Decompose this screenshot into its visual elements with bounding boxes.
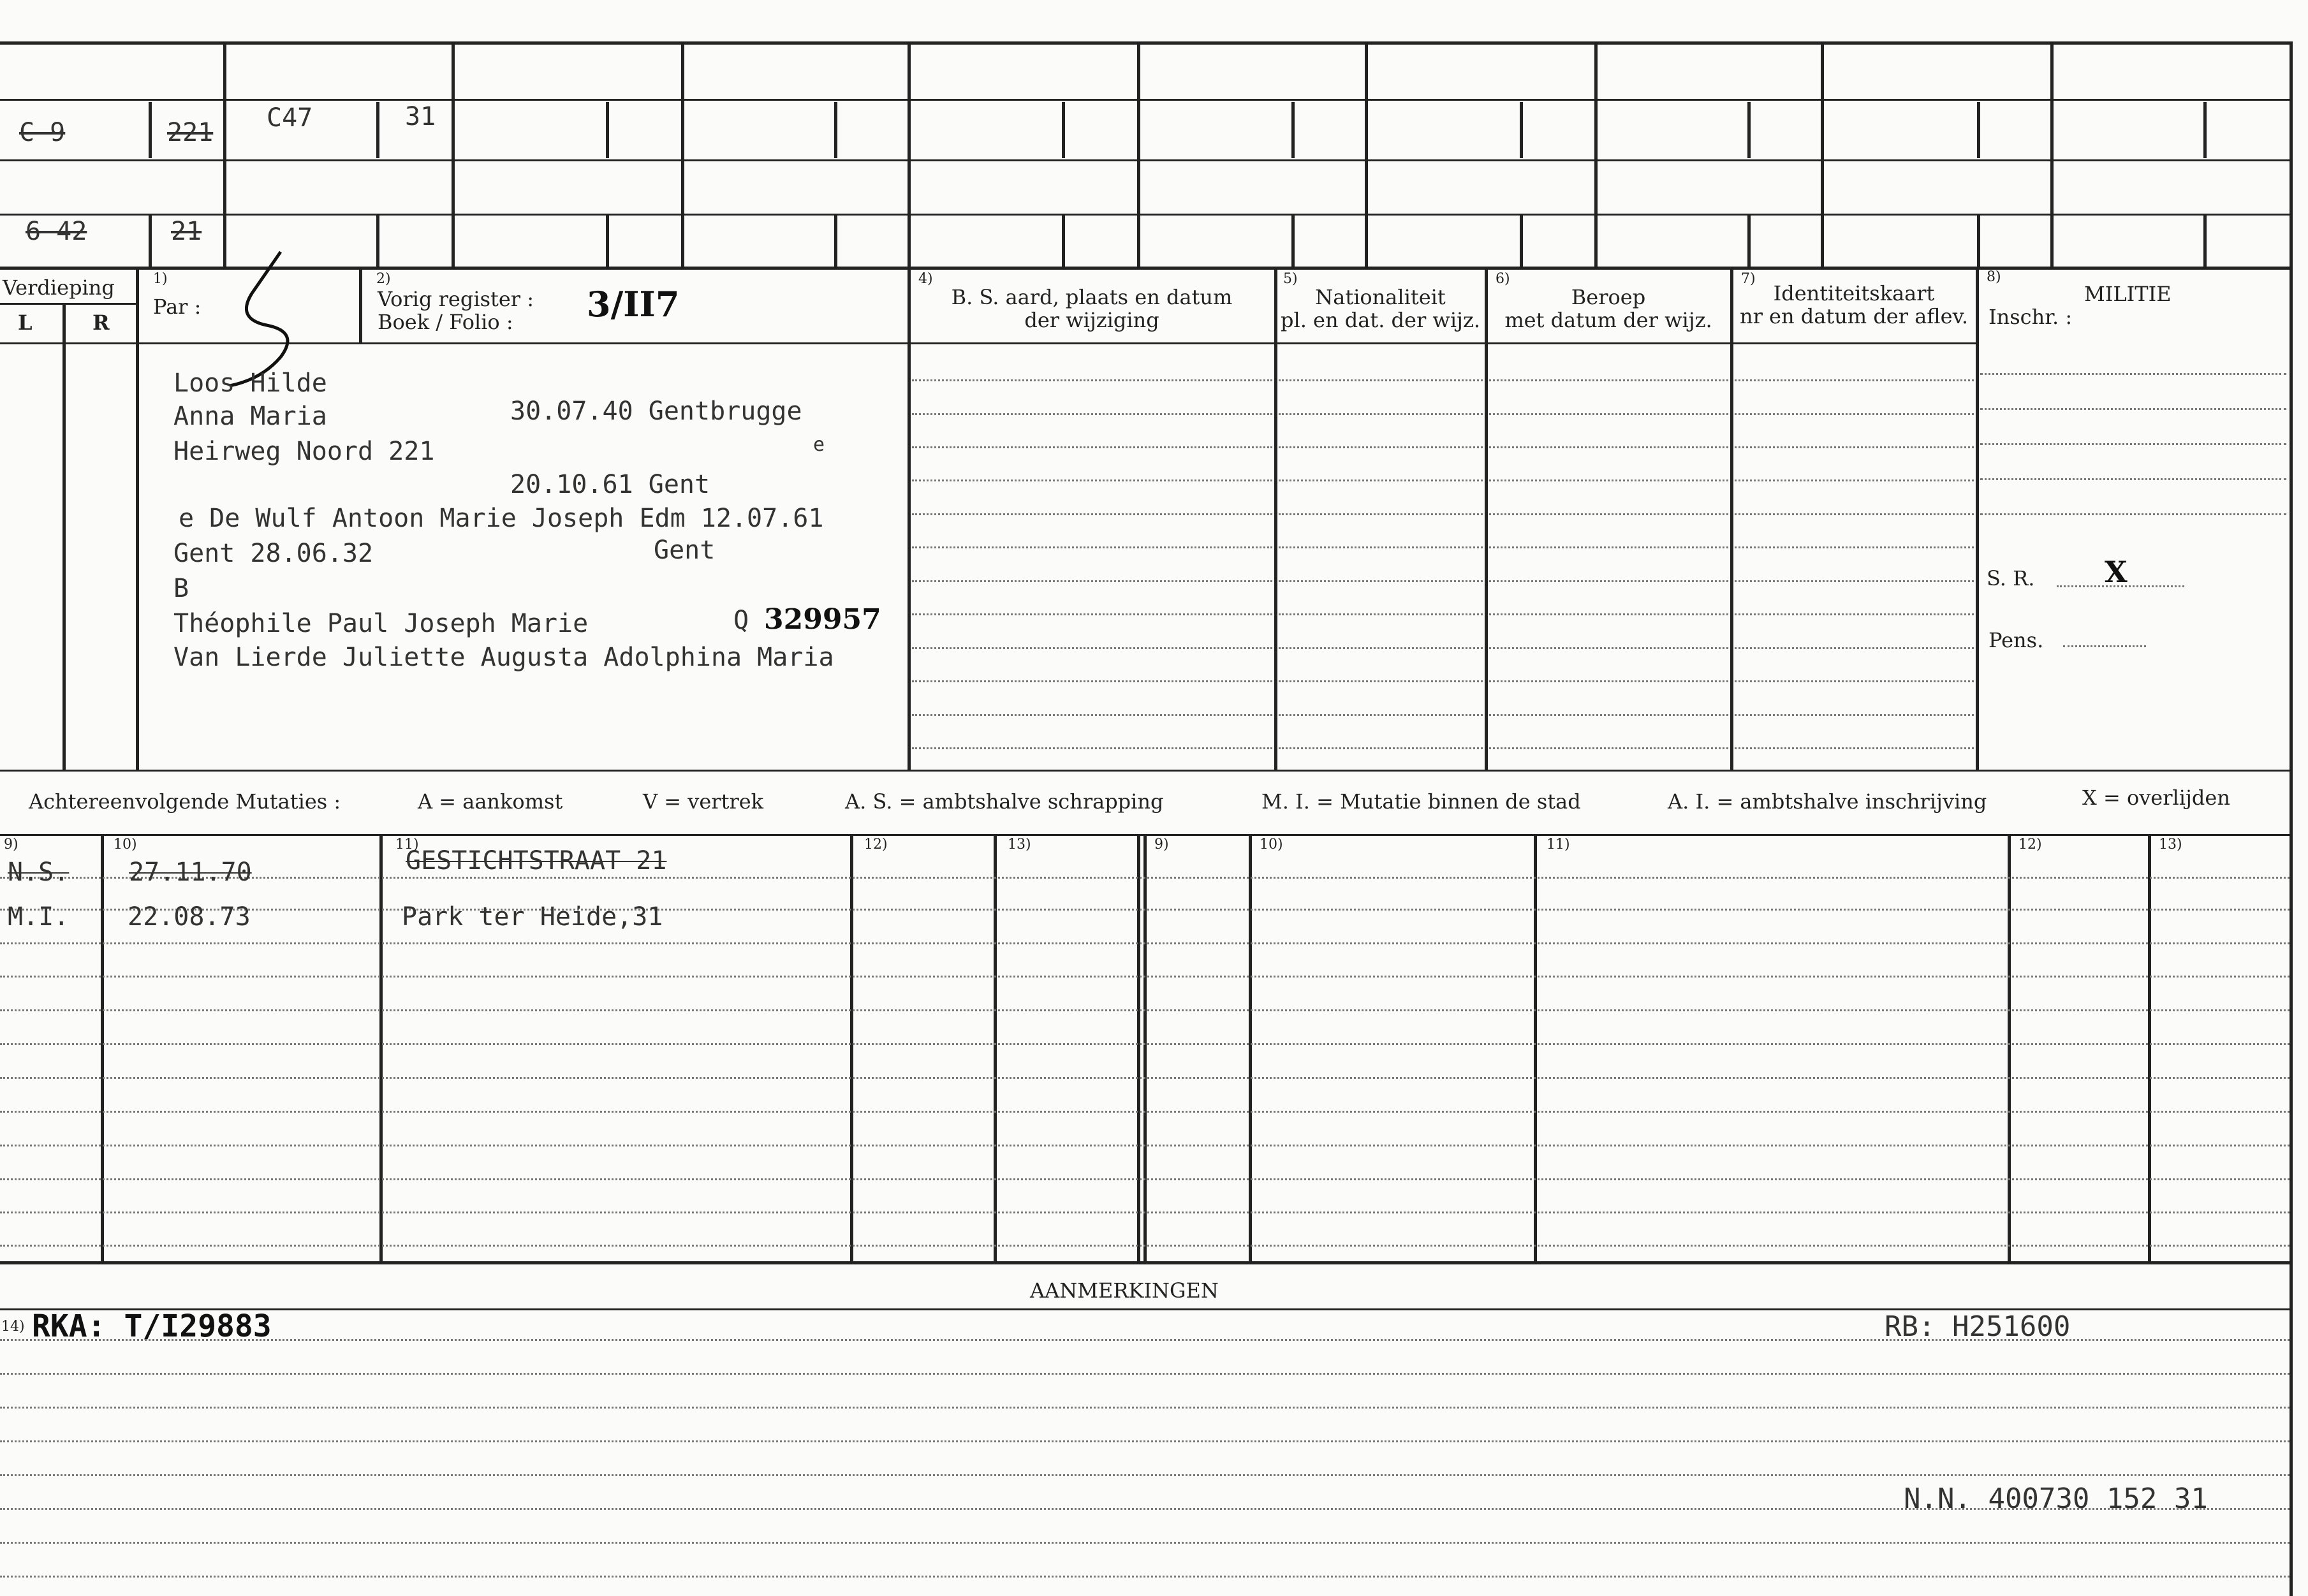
mut-vline <box>1143 835 1147 1263</box>
sr-value: X <box>2105 555 2128 589</box>
col7-number: 7) <box>1741 271 1756 287</box>
grid-subline <box>1062 102 1065 158</box>
mut-vline <box>2148 835 2151 1263</box>
grid-subline <box>1291 216 1295 267</box>
mut-col-9b: 9) <box>1154 837 1169 853</box>
vline-col8 <box>1976 268 1979 770</box>
grid-subline <box>1291 102 1295 158</box>
top-grid-line-3 <box>0 159 2293 161</box>
old-house-number-2: 21 <box>171 217 202 246</box>
mutation-date: 22.08.73 <box>128 902 251 932</box>
top-grid-line-2 <box>0 99 2293 101</box>
mutation-address: Park ter Heide,31 <box>402 902 663 932</box>
identiteitskaart-label: Identiteitskaart nr en datum der aflev. <box>1739 281 1969 328</box>
mut-col-12: 12) <box>864 837 888 853</box>
grid-subline <box>1520 216 1523 267</box>
legend-ambtshalve-inschrijving: A. I. = ambtshalve inschrijving <box>1668 789 1987 814</box>
person-code: 329957 <box>764 603 881 636</box>
l-label: L <box>18 311 33 335</box>
old-house-number: 221 <box>167 118 214 147</box>
col2-number: 2) <box>376 271 391 287</box>
mut-vline <box>101 835 104 1263</box>
mut-vline <box>1137 835 1140 1263</box>
grid-vline <box>1594 41 1598 268</box>
grid-subline <box>149 102 152 158</box>
grid-subline <box>149 216 152 267</box>
grid-subline <box>376 102 379 158</box>
mut-col-10b: 10) <box>1260 837 1283 853</box>
person-marker-b: B <box>173 574 189 603</box>
mut-vline <box>1249 835 1252 1263</box>
legend-mutatie-stad: M. I. = Mutatie binnen de stad <box>1261 789 1581 814</box>
col8-number: 8) <box>1987 269 2001 285</box>
grid-vline <box>452 41 455 268</box>
grid-subline <box>606 102 609 158</box>
pens-dots <box>2063 645 2146 647</box>
boek-folio-label: Boek / Folio : <box>378 310 513 334</box>
grid-subline <box>1977 216 1980 267</box>
mutation-address: GESTICHTSTRAAT 21 <box>406 846 667 875</box>
vline-lr <box>62 305 66 770</box>
legend-overlijden: X = overlijden <box>2082 786 2230 810</box>
mut-col-13b: 13) <box>2159 837 2182 853</box>
verdieping-label: Verdieping <box>3 275 115 300</box>
vline-col6 <box>1485 268 1488 770</box>
legend-ambtshalve-schrapping: A. S. = ambtshalve schrapping <box>845 789 1164 814</box>
grid-subline <box>1520 102 1523 158</box>
bs-label: B. S. aard, plaats en datum der wijziging <box>951 285 1233 332</box>
mut-col-11b: 11) <box>1547 837 1570 853</box>
col1-number: 1) <box>153 271 168 287</box>
grid-vline <box>1365 41 1368 268</box>
grid-subline <box>1747 216 1751 267</box>
par-label: Par : <box>153 295 202 319</box>
mut-vline <box>2008 835 2011 1263</box>
mut-col-12b: 12) <box>2018 837 2042 853</box>
mut-col-9: 9) <box>4 837 18 853</box>
person-middle-names: Anna Maria <box>173 402 327 431</box>
grid-subline <box>834 102 837 158</box>
person-marriage-date: 20.10.61 Gent <box>510 470 710 499</box>
vorig-register-label: Vorig register : <box>378 287 534 311</box>
col4-number: 4) <box>918 271 933 287</box>
vline-col5 <box>1274 268 1277 770</box>
vline-col4 <box>908 268 911 770</box>
grid-vline <box>2290 41 2293 1596</box>
rka-reference: RKA: T/I29883 <box>32 1308 272 1344</box>
person-spouse-birth: Gent 28.06.32 <box>173 539 374 568</box>
person-mother-names: Van Lierde Juliette Augusta Adolphina Maria <box>173 643 834 672</box>
grid-vline <box>1137 41 1140 268</box>
nationaliteit-label: Nationaliteit pl. en dat. der wijz. <box>1280 285 1480 332</box>
person-father-names: Théophile Paul Joseph Marie <box>173 609 589 638</box>
pens-label: Pens. <box>1988 628 2044 652</box>
col5-number: 5) <box>1283 271 1298 287</box>
par-scribble <box>191 249 319 389</box>
mut-vline <box>850 835 853 1263</box>
section1-bottom-line <box>0 770 2293 772</box>
grid-subline <box>1062 216 1065 267</box>
person-spouse: e De Wulf Antoon Marie Joseph Edm 12.07.61 <box>179 504 824 533</box>
vorig-register-value: 3/II7 <box>587 284 680 325</box>
mutation-code: M.I. <box>8 902 70 932</box>
house-number: 31 <box>405 102 436 131</box>
grid-vline <box>223 41 226 268</box>
legend-aankomst: A = aankomst <box>418 789 563 814</box>
mut-vline <box>379 835 383 1263</box>
grid-vline <box>1821 41 1824 268</box>
person-address: Heirweg Noord 221 <box>173 437 435 466</box>
grid-vline <box>681 41 684 268</box>
remarks-title: AANMERKINGEN <box>1030 1278 1219 1303</box>
person-address-note: e <box>813 434 825 456</box>
legend-title: Achtereenvolgende Mutaties : <box>29 789 341 814</box>
old-wijk-code-2: 6 42 <box>26 217 87 246</box>
mutation-code: N.S. <box>8 858 70 887</box>
section-divider-line <box>0 267 2293 270</box>
mutation-date: 27.11.70 <box>129 858 252 887</box>
grid-subline <box>2203 102 2207 158</box>
militie-label: MILITIE <box>2084 282 2172 306</box>
person-surname-firstname: Loos Hilde <box>173 369 327 398</box>
remarks-number: 14) <box>1 1319 25 1335</box>
mut-col-10: 10) <box>114 837 137 853</box>
person-birth-date-place: 30.07.40 Gentbrugge <box>510 397 802 426</box>
vline-col7 <box>1730 268 1733 770</box>
grid-subline <box>376 216 379 267</box>
mut-vline <box>994 835 997 1263</box>
grid-subline <box>1977 102 1980 158</box>
person-code-prefix: Q <box>733 606 749 635</box>
grid-subline <box>1747 102 1751 158</box>
beroep-label: Beroep met datum der wijz. <box>1504 285 1712 332</box>
sr-label: S. R. <box>1987 566 2035 590</box>
grid-vline <box>908 41 911 268</box>
col6-number: 6) <box>1496 271 1510 287</box>
grid-subline <box>834 216 837 267</box>
person-spouse-place: Gent <box>654 536 716 565</box>
top-grid-line-4 <box>0 214 2293 216</box>
grid-subline <box>606 216 609 267</box>
vline-verdieping <box>136 268 139 770</box>
mut-vline <box>1534 835 1537 1263</box>
vline-col2 <box>359 268 362 344</box>
old-wijk-code: C 9 <box>19 118 66 147</box>
top-border-line <box>0 41 2293 45</box>
inschr-label: Inschr. : <box>1988 305 2073 329</box>
wijk-code: C47 <box>267 103 313 133</box>
verdieping-split-line <box>0 303 137 305</box>
rb-reference: RB: H251600 <box>1885 1310 2071 1343</box>
mut-col-11: 11) <box>395 837 419 853</box>
grid-vline <box>2050 41 2054 268</box>
r-label: R <box>92 311 110 335</box>
sr-dots <box>2057 585 2184 587</box>
grid-subline <box>2203 216 2207 267</box>
nn-reference: N.N. 400730 152 31 <box>1904 1483 2208 1515</box>
legend-vertrek: V = vertrek <box>643 789 764 814</box>
mut-col-13: 13) <box>1008 837 1031 853</box>
